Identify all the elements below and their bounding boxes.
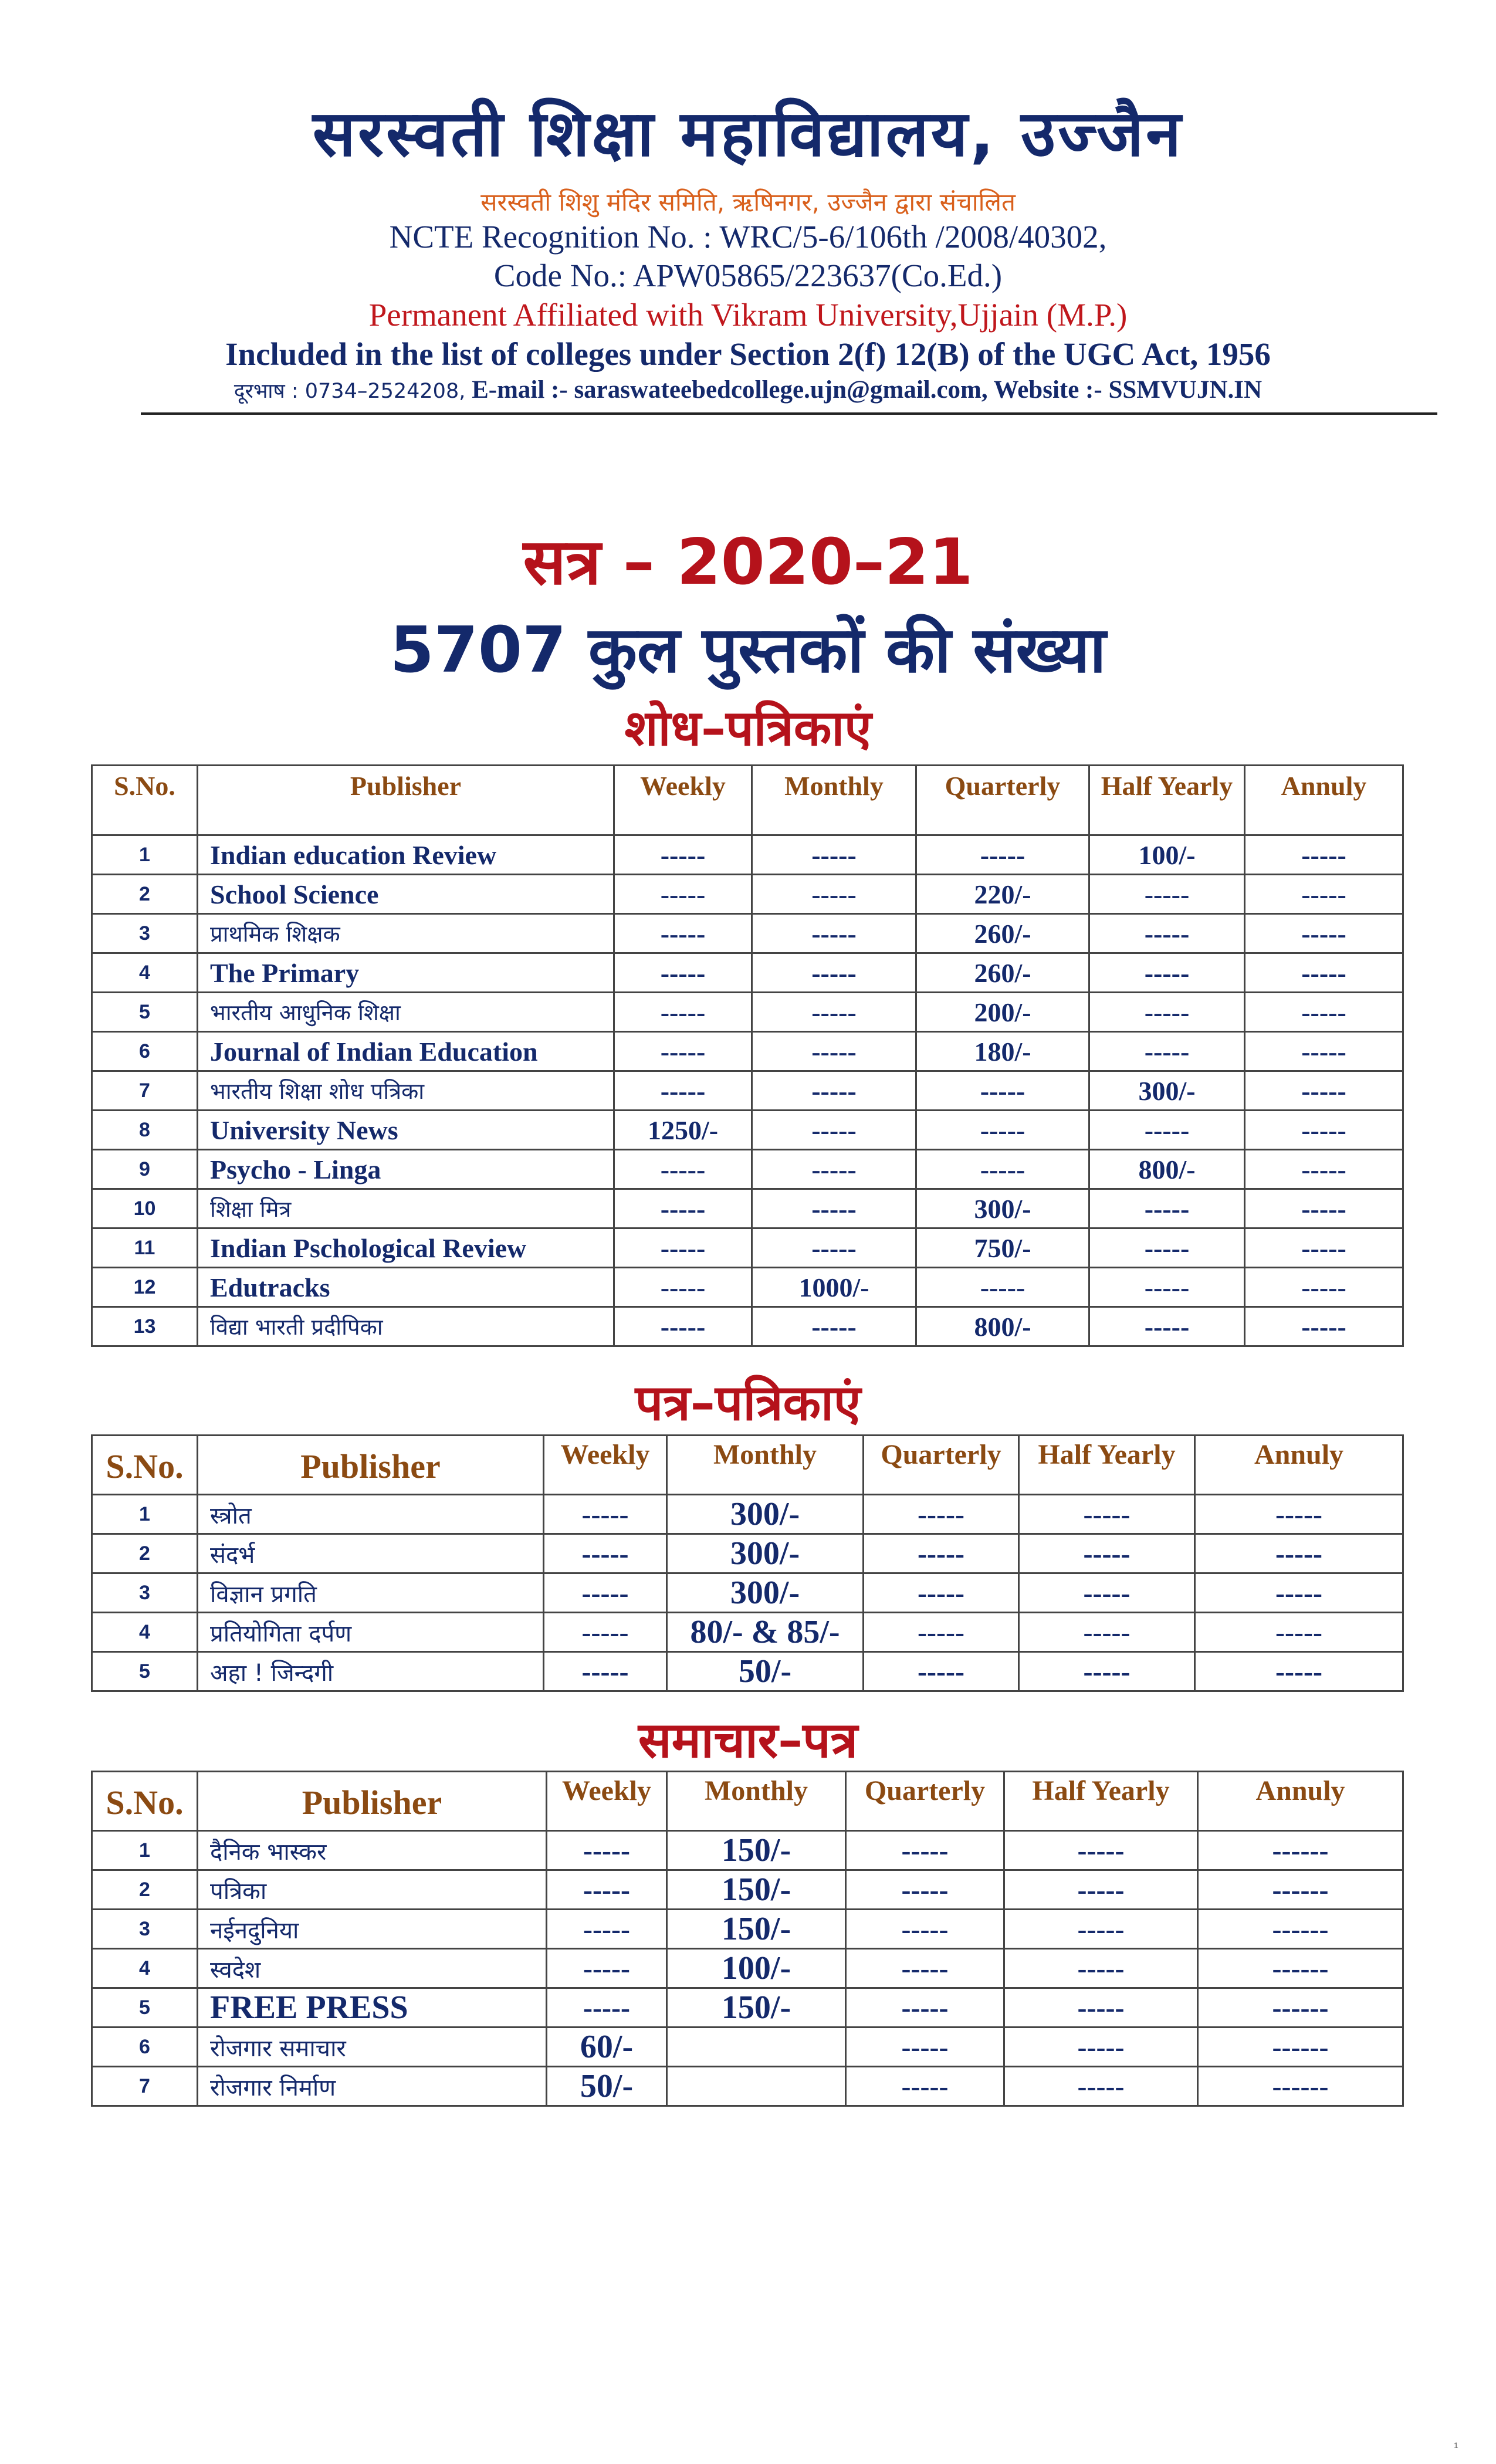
- row-publisher: प्रतियोगिता दर्पण: [198, 1613, 544, 1652]
- row-sno: 3: [92, 1573, 198, 1613]
- row-monthly: -----: [752, 1111, 916, 1150]
- row-weekly: -----: [544, 1613, 667, 1652]
- row-quarterly: -----: [864, 1495, 1019, 1534]
- row-half-yearly: 800/-: [1089, 1150, 1245, 1189]
- row-quarterly: -----: [864, 1534, 1019, 1573]
- row-publisher: भारतीय शिक्षा शोध पत्रिका: [198, 1071, 614, 1111]
- row-monthly: 150/-: [667, 1870, 846, 1910]
- row-quarterly: -----: [916, 1268, 1089, 1307]
- row-weekly: -----: [614, 875, 752, 914]
- row-half-yearly: -----: [1089, 1268, 1245, 1307]
- row-annual: -----: [1245, 1228, 1403, 1268]
- row-publisher: विद्या भारती प्रदीपिका: [198, 1307, 614, 1346]
- row-sno: 11: [92, 1228, 198, 1268]
- row-weekly: -----: [547, 1831, 667, 1870]
- col-half-yearly: Half Yearly: [1004, 1772, 1198, 1831]
- row-publisher: नईनदुनिया: [198, 1910, 547, 1949]
- row-half-yearly: -----: [1089, 953, 1245, 993]
- row-publisher: पत्रिका: [198, 1870, 547, 1910]
- col-monthly: Monthly: [667, 1772, 846, 1831]
- row-quarterly: -----: [846, 1870, 1004, 1910]
- row-sno: 1: [92, 1831, 198, 1870]
- row-half-yearly: -----: [1004, 1910, 1198, 1949]
- row-weekly: -----: [614, 1150, 752, 1189]
- row-sno: 9: [92, 1150, 198, 1189]
- row-monthly: -----: [752, 1071, 916, 1111]
- row-half-yearly: -----: [1004, 2067, 1198, 2106]
- table-row: [92, 2028, 1403, 2067]
- row-annual: ------: [1198, 1949, 1403, 1988]
- college-name: सरस्वती शिक्षा महाविद्यालय, उज्जैन: [312, 97, 1184, 171]
- col-annual: Annuly: [1195, 1436, 1403, 1495]
- email-website-text: E-mail :- saraswateebedcollege.ujn@gmail.com, Website :- SSMVUJN.IN: [465, 376, 1263, 404]
- row-quarterly: -----: [846, 1949, 1004, 1988]
- row-weekly: -----: [547, 1988, 667, 2028]
- row-weekly: -----: [614, 1228, 752, 1268]
- journals-table: [91, 764, 1404, 1347]
- row-publisher: Indian education Review: [198, 835, 614, 875]
- row-annual: -----: [1195, 1534, 1403, 1573]
- row-annual: -----: [1245, 1032, 1403, 1071]
- row-half-yearly: -----: [1089, 993, 1245, 1032]
- row-quarterly: 200/-: [916, 993, 1089, 1032]
- row-half-yearly: -----: [1089, 1189, 1245, 1228]
- table-row: [92, 1307, 1403, 1346]
- row-half-yearly: -----: [1019, 1534, 1195, 1573]
- col-quarterly: Quarterly: [864, 1436, 1019, 1495]
- table-row: [92, 1534, 1403, 1573]
- table-row: [92, 875, 1403, 914]
- newspapers-body: [92, 1831, 1403, 2106]
- row-publisher: रोजगार निर्माण: [198, 2067, 547, 2106]
- row-sno: 2: [92, 875, 198, 914]
- table-row: [92, 1071, 1403, 1111]
- journals-title: शोध–पत्रिकाएं: [624, 699, 872, 757]
- row-publisher: FREE PRESS: [198, 1988, 547, 2028]
- row-half-yearly: -----: [1004, 1870, 1198, 1910]
- row-monthly: [667, 2028, 846, 2067]
- row-monthly: 300/-: [667, 1573, 864, 1613]
- row-half-yearly: -----: [1004, 1988, 1198, 2028]
- row-quarterly: -----: [846, 2028, 1004, 2067]
- row-monthly: 300/-: [667, 1534, 864, 1573]
- total-books: 5707 कुल पुस्तकों की संख्या: [390, 614, 1106, 687]
- row-quarterly: -----: [864, 1652, 1019, 1691]
- row-weekly: -----: [614, 1307, 752, 1346]
- row-quarterly: 260/-: [916, 914, 1089, 953]
- newspapers-table: [91, 1771, 1404, 2107]
- row-publisher: संदर्भ: [198, 1534, 544, 1573]
- row-quarterly: 800/-: [916, 1307, 1089, 1346]
- row-publisher: The Primary: [198, 953, 614, 993]
- row-quarterly: -----: [916, 835, 1089, 875]
- row-weekly: -----: [544, 1652, 667, 1691]
- table-row: [92, 1150, 1403, 1189]
- row-quarterly: -----: [846, 1910, 1004, 1949]
- row-weekly: 60/-: [547, 2028, 667, 2067]
- col-weekly: Weekly: [544, 1436, 667, 1495]
- row-weekly: 50/-: [547, 2067, 667, 2106]
- row-half-yearly: -----: [1019, 1495, 1195, 1534]
- row-sno: 5: [92, 993, 198, 1032]
- row-sno: 3: [92, 914, 198, 953]
- row-monthly: [667, 2067, 846, 2106]
- table-row: [92, 1988, 1403, 2028]
- row-half-yearly: -----: [1019, 1613, 1195, 1652]
- row-annual: ------: [1198, 2067, 1403, 2106]
- row-publisher: स्वदेश: [198, 1949, 547, 1988]
- row-annual: -----: [1195, 1613, 1403, 1652]
- row-publisher: रोजगार समाचार: [198, 2028, 547, 2067]
- row-quarterly: -----: [916, 1150, 1089, 1189]
- table-row: [92, 1870, 1403, 1910]
- row-weekly: -----: [614, 1268, 752, 1307]
- row-weekly: -----: [544, 1573, 667, 1613]
- row-quarterly: -----: [846, 1988, 1004, 2028]
- row-quarterly: 750/-: [916, 1228, 1089, 1268]
- row-quarterly: -----: [846, 1831, 1004, 1870]
- row-annual: -----: [1245, 1111, 1403, 1150]
- row-annual: -----: [1245, 993, 1403, 1032]
- row-sno: 2: [92, 1534, 198, 1573]
- row-monthly: -----: [752, 835, 916, 875]
- table-row: [92, 1652, 1403, 1691]
- row-monthly: 100/-: [667, 1949, 846, 1988]
- row-sno: 5: [92, 1988, 198, 2028]
- row-annual: ------: [1198, 2028, 1403, 2067]
- col-sno: S.No.: [92, 1772, 198, 1831]
- college-code: Code No.: APW05865/223637(Co.Ed.): [493, 258, 1003, 293]
- row-publisher: शिक्षा मित्र: [198, 1189, 614, 1228]
- row-publisher: Journal of Indian Education: [198, 1032, 614, 1071]
- magazines-table: [91, 1434, 1404, 1692]
- row-sno: 6: [92, 1032, 198, 1071]
- row-weekly: -----: [614, 914, 752, 953]
- table-row: [92, 1949, 1403, 1988]
- row-monthly: 1000/-: [752, 1268, 916, 1307]
- row-half-yearly: 300/-: [1089, 1071, 1245, 1111]
- row-annual: ------: [1198, 1870, 1403, 1910]
- newspapers-header-row: [92, 1772, 1403, 1831]
- row-publisher: Psycho - Linga: [198, 1150, 614, 1189]
- col-publisher: Publisher: [198, 1436, 544, 1495]
- row-annual: -----: [1245, 875, 1403, 914]
- row-sno: 4: [92, 1613, 198, 1652]
- row-quarterly: 180/-: [916, 1032, 1089, 1071]
- row-weekly: 1250/-: [614, 1111, 752, 1150]
- row-sno: 3: [92, 1910, 198, 1949]
- row-monthly: -----: [752, 1150, 916, 1189]
- row-sno: 10: [92, 1189, 198, 1228]
- row-publisher: Edutracks: [198, 1268, 614, 1307]
- row-quarterly: 260/-: [916, 953, 1089, 993]
- row-quarterly: -----: [864, 1613, 1019, 1652]
- row-sno: 7: [92, 1071, 198, 1111]
- ncte-recognition: NCTE Recognition No. : WRC/5-6/106th /2008/40302,: [389, 219, 1107, 255]
- table-row: [92, 835, 1403, 875]
- table-row: [92, 1189, 1403, 1228]
- row-quarterly: -----: [846, 2067, 1004, 2106]
- col-annual: Annuly: [1198, 1772, 1403, 1831]
- row-half-yearly: -----: [1019, 1652, 1195, 1691]
- row-monthly: 80/- & 85/-: [667, 1613, 864, 1652]
- table-row: [92, 1495, 1403, 1534]
- row-publisher: अहा ! जिन्दगी: [198, 1652, 544, 1691]
- newspapers-title: समाचार–पत्र: [638, 1711, 858, 1769]
- row-weekly: -----: [614, 1189, 752, 1228]
- col-half-yearly: Half Yearly: [1089, 766, 1245, 835]
- row-sno: 12: [92, 1268, 198, 1307]
- col-sno: S.No.: [92, 1436, 198, 1495]
- table-row: [92, 1111, 1403, 1150]
- row-weekly: -----: [547, 1870, 667, 1910]
- row-annual: ------: [1198, 1988, 1403, 2028]
- row-annual: -----: [1245, 1150, 1403, 1189]
- header-divider: [141, 412, 1437, 415]
- row-quarterly: -----: [864, 1573, 1019, 1613]
- row-annual: -----: [1195, 1573, 1403, 1613]
- row-weekly: -----: [547, 1949, 667, 1988]
- row-weekly: -----: [544, 1495, 667, 1534]
- row-weekly: -----: [544, 1534, 667, 1573]
- row-monthly: 300/-: [667, 1495, 864, 1534]
- managing-committee: सरस्वती शिशु मंदिर समिति, ऋषिनगर, उज्जैन द्वारा संचालित: [480, 188, 1016, 216]
- row-sno: 4: [92, 953, 198, 993]
- row-weekly: -----: [614, 1032, 752, 1071]
- row-publisher: University News: [198, 1111, 614, 1150]
- row-publisher: दैनिक भास्कर: [198, 1831, 547, 1870]
- row-sno: 2: [92, 1870, 198, 1910]
- row-publisher: भारतीय आधुनिक शिक्षा: [198, 993, 614, 1032]
- journals-header-row: [92, 766, 1403, 835]
- row-sno: 1: [92, 835, 198, 875]
- row-annual: -----: [1245, 953, 1403, 993]
- contact-line: [0, 375, 1496, 404]
- table-row: [92, 2067, 1403, 2106]
- row-half-yearly: -----: [1089, 875, 1245, 914]
- row-sno: 1: [92, 1495, 198, 1534]
- col-half-yearly: Half Yearly: [1019, 1436, 1195, 1495]
- row-weekly: -----: [614, 953, 752, 993]
- row-sno: 7: [92, 2067, 198, 2106]
- col-annual: Annuly: [1245, 766, 1403, 835]
- row-half-yearly: -----: [1019, 1573, 1195, 1613]
- row-publisher: Indian Pschological Review: [198, 1228, 614, 1268]
- row-publisher: स्त्रोत: [198, 1495, 544, 1534]
- phone-text: दूरभाष : 0734–2524208,: [233, 380, 466, 403]
- row-annual: -----: [1245, 1268, 1403, 1307]
- table-row: [92, 1910, 1403, 1949]
- row-monthly: -----: [752, 953, 916, 993]
- col-publisher: Publisher: [198, 766, 614, 835]
- row-quarterly: -----: [916, 1071, 1089, 1111]
- row-publisher: School Science: [198, 875, 614, 914]
- row-quarterly: -----: [916, 1111, 1089, 1150]
- row-half-yearly: -----: [1004, 1831, 1198, 1870]
- row-half-yearly: -----: [1089, 1111, 1245, 1150]
- magazines-header-row: [92, 1436, 1403, 1495]
- row-half-yearly: 100/-: [1089, 835, 1245, 875]
- row-half-yearly: -----: [1089, 1307, 1245, 1346]
- col-quarterly: Quarterly: [916, 766, 1089, 835]
- row-publisher: विज्ञान प्रगति: [198, 1573, 544, 1613]
- table-row: [92, 1613, 1403, 1652]
- table-row: [92, 1268, 1403, 1307]
- table-row: [92, 914, 1403, 953]
- row-weekly: -----: [547, 1910, 667, 1949]
- row-half-yearly: -----: [1004, 1949, 1198, 1988]
- col-sno: S.No.: [92, 766, 198, 835]
- affiliation: Permanent Affiliated with Vikram University,Ujjain (M.P.): [368, 297, 1128, 333]
- col-weekly: Weekly: [614, 766, 752, 835]
- table-row: [92, 1573, 1403, 1613]
- magazines-title: पत्र–पत्रिकाएं: [635, 1374, 861, 1431]
- row-monthly: 150/-: [667, 1831, 846, 1870]
- row-sno: 8: [92, 1111, 198, 1150]
- row-weekly: -----: [614, 993, 752, 1032]
- row-sno: 6: [92, 2028, 198, 2067]
- row-quarterly: 300/-: [916, 1189, 1089, 1228]
- row-monthly: -----: [752, 1189, 916, 1228]
- row-weekly: -----: [614, 1071, 752, 1111]
- row-annual: -----: [1245, 1071, 1403, 1111]
- row-half-yearly: -----: [1089, 914, 1245, 953]
- table-row: [92, 1228, 1403, 1268]
- magazines-body: [92, 1495, 1403, 1691]
- ugc-inclusion: Included in the list of colleges under Section 2(f) 12(B) of the UGC Act, 1956: [225, 336, 1271, 372]
- table-row: [92, 1831, 1403, 1870]
- row-annual: ------: [1198, 1910, 1403, 1949]
- page-number: 1: [1454, 2441, 1458, 2450]
- row-monthly: -----: [752, 914, 916, 953]
- row-monthly: -----: [752, 875, 916, 914]
- col-quarterly: Quarterly: [846, 1772, 1004, 1831]
- row-monthly: 150/-: [667, 1988, 846, 2028]
- row-monthly: 50/-: [667, 1652, 864, 1691]
- table-row: [92, 993, 1403, 1032]
- row-annual: -----: [1245, 914, 1403, 953]
- row-annual: ------: [1198, 1831, 1403, 1870]
- row-annual: -----: [1245, 835, 1403, 875]
- col-publisher: Publisher: [198, 1772, 547, 1831]
- row-monthly: -----: [752, 1032, 916, 1071]
- row-annual: -----: [1195, 1495, 1403, 1534]
- row-monthly: -----: [752, 993, 916, 1032]
- journals-body: [92, 835, 1403, 1346]
- row-quarterly: 220/-: [916, 875, 1089, 914]
- row-half-yearly: -----: [1089, 1032, 1245, 1071]
- col-monthly: Monthly: [752, 766, 916, 835]
- row-sno: 13: [92, 1307, 198, 1346]
- col-monthly: Monthly: [667, 1436, 864, 1495]
- row-weekly: -----: [614, 835, 752, 875]
- row-annual: -----: [1245, 1307, 1403, 1346]
- row-annual: -----: [1245, 1189, 1403, 1228]
- row-publisher: प्राथमिक शिक्षक: [198, 914, 614, 953]
- row-monthly: 150/-: [667, 1910, 846, 1949]
- col-weekly: Weekly: [547, 1772, 667, 1831]
- row-half-yearly: -----: [1089, 1228, 1245, 1268]
- row-annual: -----: [1195, 1652, 1403, 1691]
- row-monthly: -----: [752, 1228, 916, 1268]
- table-row: [92, 1032, 1403, 1071]
- row-half-yearly: -----: [1004, 2028, 1198, 2067]
- session-title: सत्र – 2020–21: [523, 526, 973, 599]
- row-sno: 4: [92, 1949, 198, 1988]
- row-monthly: -----: [752, 1307, 916, 1346]
- row-sno: 5: [92, 1652, 198, 1691]
- table-row: [92, 953, 1403, 993]
